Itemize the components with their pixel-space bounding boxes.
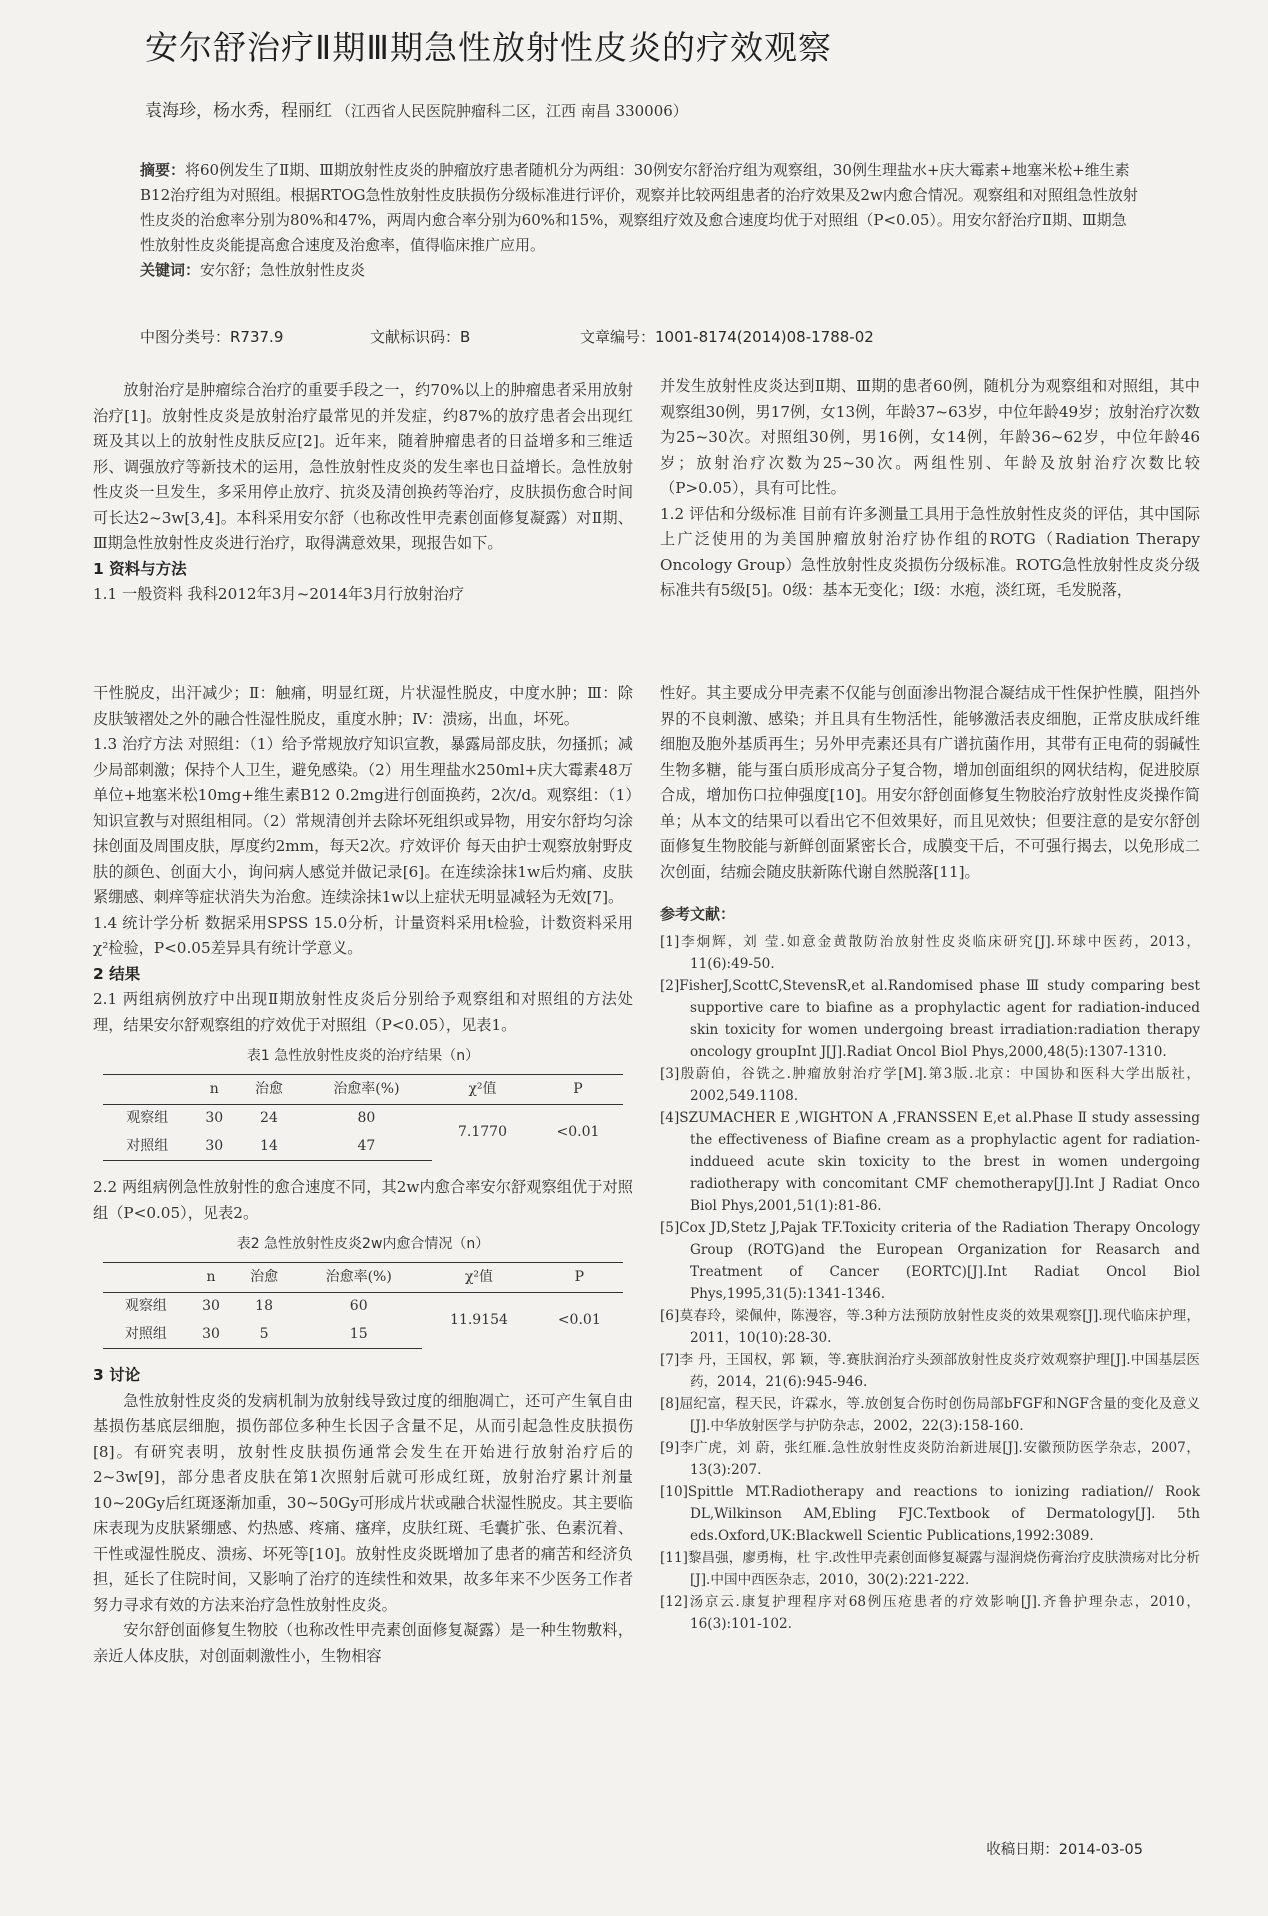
table-cell: 30: [191, 1133, 237, 1161]
table-header-cell: 治愈: [237, 1074, 301, 1105]
reference-item: [6]莫春玲，梁佩仲，陈漫容，等.3种方法预防放射性皮炎的效果观察[J].现代临床护理，2011，10(10):28-30.: [660, 1308, 1200, 1346]
left-column-top: [93, 378, 633, 608]
discussion-paragraph-1: 急性放射性皮炎的发病机制为放射线导致过度的细胞凋亡，还可产生氧自由基损伤基底层细胞，损伤部位多种生长因子含量不足，从而引起急性皮肤损伤[8]。有研究表明，放射性皮肤损伤通常会发生在开始进行放射治疗后的2~3w[9]，部分患者皮肤在第1次照射后就可形成红斑，放射治疗累计剂量10~20Gy后红斑逐渐加重，30~50Gy可形成片状或融合状湿性脱皮。其主要临床表现为皮肤紧绷感、灼热感、疼痛、瘙痒，皮肤红斑、毛囊扩张、色素沉着、干性或湿性脱皮、溃疡、坏死等[10]。放射性皮炎既增加了患者的痛苦和经济负担，延长了住院时间，又影响了治疗的连续性和效果，故多年来不少医务工作者努力寻求有效的方法来治疗急性放射性皮炎。: [93, 1391, 633, 1614]
section-1-4: 1.4 统计学分析 数据采用SPSS 15.0分析，计量资料采用t检验，计数资料采用χ²检验，P<0.05差异具有统计学意义。: [93, 913, 633, 957]
abstract-text: 将60例发生了Ⅱ期、Ⅲ期放射性皮炎的肿瘤放疗患者随机分为两组：30例安尔舒治疗组为观察组，30例生理盐水+庆大霉素+地塞米松+维生素B12治疗组为对照组。根据RTOG急性放射性皮肤损伤分级标准进行评价，观察并比较两组患者的治疗效果及2w内愈合情况。观察组和对照组急性放射性皮炎的治愈率分别为80%和47%，两周内愈合率分别为60%和15%，观察组疗效及愈合速度均优于对照组（P<0.05）。用安尔舒治疗Ⅱ期、Ⅲ期急性放射性皮炎能提高愈合速度及治愈率，值得临床推广应用。: [140, 161, 1138, 254]
reference-item: [1]李炯辉，刘 莹.如意金黄散防治放射性皮炎临床研究[J].环球中医药，2013，11(6):49-50.: [660, 934, 1200, 972]
section-heading-2: 2 结果: [93, 964, 141, 983]
clc-number: 中图分类号：R737.9: [140, 328, 284, 346]
table-cell: 观察组: [124, 1298, 167, 1314]
affiliation: （江西省人民医院肿瘤科二区，江西 南昌 330006）: [336, 102, 688, 120]
table-cell: 15: [295, 1321, 422, 1349]
table-header-cell: 治愈率(%): [301, 1074, 432, 1105]
reference-item: [10]Spittle MT.Radiotherapy and reactions to ionizing radiation// Rook DL,Wilkinson AM,Ebling FJC.Textbook of Dermatology[J]. 5th eds.Oxford,UK:Blackwell Scientic Publications,1992:3089.: [660, 1484, 1200, 1544]
author-line: [145, 96, 688, 121]
p-value: <0.01: [557, 1312, 601, 1328]
section-2-2: 2.2 两组病例急性放射性的愈合速度不同，其2w内愈合率安尔舒观察组优于对照组（P<0.05），见表2。: [93, 1178, 633, 1222]
table-cell: 30: [205, 1110, 224, 1126]
left-column-bottom: [93, 681, 633, 1669]
table-cell: 30: [202, 1298, 220, 1314]
discussion-paragraph-2: 安尔舒创面修复生物胶（也称改性甲壳素创面修复凝露）是一种生物敷料，亲近人体皮肤，对创面刺激性小，生物相容: [93, 1621, 633, 1665]
p-value: <0.01: [556, 1124, 600, 1140]
chi-square-value: 11.9154: [450, 1312, 508, 1328]
table-1-title: 表1 急性放射性皮炎的治疗结果（n）: [246, 1048, 480, 1064]
section-1-1: 1.1 一般资料 我科2012年3月~2014年3月行放射治疗: [93, 585, 464, 603]
table-header-cell: 治愈: [233, 1262, 295, 1293]
table-cell: 80: [357, 1110, 376, 1126]
reference-item: [2]FisherJ,ScottC,StevensR,et al.Randomised phase Ⅲ study comparing best supportive care to biafine as a prophylactic agent for radiation-induced skin toxicity for women undergoing breast irradiation:radiation therapy oncology groupInt J[J].Radiat Oncol Biol Phys,2000,48(5):1307-1310.: [660, 978, 1200, 1060]
table-header-cell: χ²值: [432, 1074, 533, 1105]
table-header-cell: [103, 1074, 191, 1105]
authors: 袁海珍，杨水秀，程丽红: [145, 101, 332, 121]
received-date: 收稿日期：2014-03-05: [986, 1842, 1143, 1858]
table-1: [103, 1074, 623, 1162]
section-2-1: 2.1 两组病例放疗中出现Ⅱ期放射性皮炎后分别给予观察组和对照组的方法处理，结果安尔舒观察组的疗效优于对照组（P<0.05），见表1。: [93, 990, 633, 1034]
reference-item: [5]Cox JD,Stetz J,Pajak TF.Toxicity criteria of the Radiation Therapy Oncology Group (ROTG)and the European Organization for Reasarch and Treatment of Cancer (EORTC)[J].Int Radiat Oncol Biol Phys,1995,31(5):1341-1346.: [660, 1220, 1200, 1302]
table-row: [103, 1293, 623, 1321]
reference-item: [7]李 丹，王国权，郭 颖，等.赛肤润治疗头颈部放射性皮炎疗效观察护理[J].中国基层医药，2014，21(6):945-946.: [660, 1352, 1200, 1390]
table-row: [103, 1105, 623, 1133]
table-cell: 对照组: [103, 1133, 191, 1161]
table-header-cell: 治愈率(%): [295, 1262, 422, 1293]
keywords-label: 关键词：: [140, 261, 201, 279]
keywords-text: 安尔舒；急性放射性皮炎: [200, 261, 366, 279]
table-header-cell: n: [189, 1262, 233, 1293]
table-header-cell: P: [533, 1074, 623, 1105]
table-cell: 60: [349, 1298, 368, 1314]
table-cell: 对照组: [103, 1321, 189, 1349]
reference-item: [12]汤京云.康复护理程序对68例压疮患者的疗效影响[J].齐鲁护理杂志，2010，16(3):101-102.: [660, 1594, 1200, 1632]
table-header-cell: n: [191, 1074, 237, 1105]
table-header-cell: P: [536, 1262, 623, 1293]
table-2-title: 表2 急性放射性皮炎2w内愈合情况（n）: [236, 1236, 490, 1252]
table-cell: 24: [260, 1110, 278, 1126]
reference-item: [4]SZUMACHER E ,WIGHTON A ,FRANSSEN E,et al.Phase Ⅱ study assessing the effectiveness of Biafine cream as a prophylactic agent for radiation-inddueed acute skin toxicity to the brest in women undergoing radiotherapy with concomitant CMF chemotherapy[J].Int J Radiat Onco Biol Phys,2001,51(1):81-86.: [660, 1110, 1200, 1214]
table-header-cell: χ²值: [422, 1262, 535, 1293]
table-cell: 观察组: [126, 1110, 169, 1126]
section-heading-3: 3 讨论: [93, 1366, 141, 1384]
table-cell: 5: [233, 1321, 295, 1349]
table-cell: 18: [255, 1298, 273, 1314]
reference-item: [3]殷蔚伯，谷铣之.肿瘤放射治疗学[M].第3版.北京：中国协和医科大学出版社，2002,549.1108.: [660, 1066, 1200, 1104]
right-column-bottom: [660, 681, 1200, 1635]
reference-item: [11]黎昌强，廖勇梅，杜 宇.改性甲壳素创面修复凝露与湿润烧伤膏治疗皮肤溃疡对比分析[J].中国中西医杂志，2010，30(2):221-222.: [660, 1550, 1200, 1588]
table-cell: 14: [237, 1133, 301, 1161]
grading-continued: 干性脱皮，出汗减少；Ⅱ：触痛，明显红斑，片状湿性脱皮，中度水肿；Ⅲ：除皮肤皱褶处之外的融合性湿性脱皮，重度水肿；Ⅳ：溃疡，出血，坏死。: [93, 684, 633, 728]
abstract-block: [140, 158, 1140, 283]
references-heading: 参考文献：: [660, 905, 736, 923]
patients-paragraph: 并发生放射性皮炎达到Ⅱ期、Ⅲ期的患者60例，随机分为观察组和对照组，其中观察组30例，男17例，女13例，年龄37~63岁，中位年龄49岁；放射治疗次数为25~30次。对照组30例，男16例，女14例，年龄36~62岁，中位年龄46岁；放射治疗次数为25~30次。两组性别、年龄及放射治疗次数比较（P>0.05），具有可比性。: [660, 377, 1200, 497]
reference-item: [9]李广虎，刘 蔚，张红雁.急性放射性皮炎防治新进展[J].安徽预防医学杂志，2007，13(3):207.: [660, 1440, 1200, 1478]
paper-title: 安尔舒治疗Ⅱ期Ⅲ期急性放射性皮炎的疗效观察: [145, 28, 832, 67]
right-column-top: [660, 374, 1200, 604]
discussion-continued: 性好。其主要成分甲壳素不仅能与创面渗出物混合凝结成干性保护性膜，阻挡外界的不良刺激、感染；并且具有生物活性，能够激活表皮细胞，正常皮肤成纤维细胞及胞外基质再生；另外甲壳素还具有广谱抗菌作用，其带有正电荷的弱碱性生物多糖，能与蛋白质形成高分子复合物，增加创面组织的网状结构，促进胶原合成，增加伤口拉伸强度[10]。用安尔舒创面修复生物胶治疗放射性皮炎操作简单；从本文的结果可以看出它不但效果好，而且见效快；但要注意的是安尔舒创面修复生物胶能与新鲜创面紧密长合，成膜变干后，不可强行揭去，以免形成二次创面，结痂会随皮肤新陈代谢自然脱落[11]。: [660, 684, 1200, 881]
references: [660, 903, 1200, 1635]
section-1-2: 1.2 评估和分级标准 目前有许多测量工具用于急性放射性皮炎的评估，其中国际上广泛使用的为美国肿瘤放射治疗协作组的ROTG（Radiation Therapy Oncology Group）急性放射性皮炎损伤分级标准。ROTG急性放射性皮炎分级标准共有5级[5]。0级：基本无变化；Ⅰ级：水疱，淡红斑，毛发脱落，: [660, 504, 1200, 599]
chi-square-value: 7.1770: [458, 1124, 507, 1140]
table-cell: 30: [189, 1321, 233, 1349]
abstract-label: 摘要：: [140, 161, 186, 179]
document-code: 文献标识码：B: [370, 328, 471, 346]
article-number: 文章编号：1001-8174(2014)08-1788-02: [580, 328, 874, 346]
section-heading-1: 1 资料与方法: [93, 559, 187, 578]
reference-item: [8]屈纪富，程天民，许霖水，等.放创复合伤时创伤局部bFGF和NGF含量的变化及意义[J].中华放射医学与护防杂志，2002，22(3):158-160.: [660, 1396, 1200, 1434]
intro-paragraph: 放射治疗是肿瘤综合治疗的重要手段之一，约70%以上的肿瘤患者采用放射治疗[1]。放射性皮炎是放射治疗最常见的并发症，约87%的放疗患者会出现红斑及其以上的放射性皮肤反应[2]。近年来，随着肿瘤患者的日益增多和三维适形、调强放疗等新技术的运用，急性放射性皮炎的发生率也日益增长。急性放射性皮炎一旦发生，多采用停止放疗、抗炎及清创换药等治疗，皮肤损伤愈合时间可长达2~3w[3,4]。本科采用安尔舒（也称改性甲壳素创面修复凝露）对Ⅱ期、Ⅲ期急性放射性皮炎进行治疗，取得满意效果，现报告如下。: [93, 381, 633, 552]
section-1-3: 1.3 治疗方法 对照组：（1）给予常规放疗知识宣教，暴露局部皮肤，勿搔抓；减少局部刺激；保持个人卫生，避免感染。（2）用生理盐水250ml+庆大霉素48万单位+地塞米松10mg+维生素B12 0.2mg进行创面换药，2次/d。观察组：（1）知识宣教与对照组相同。（2）常规清创并去除坏死组织或异物，用安尔舒均匀涂抹创面及周围皮肤，厚度约2mm，每天2次。疗效评价 每天由护士观察放射野皮肤的颜色、创面大小，询问病人感觉并做记录[6]。在连续涂抹1w后灼痛、皮肤紧绷感、刺痒等症状消失为治愈。连续涂抹1w以上症状无明显减轻为无效[7]。: [93, 735, 633, 906]
table-cell: 47: [301, 1133, 432, 1161]
table-header-cell: [103, 1262, 189, 1293]
table-2: [103, 1262, 623, 1350]
